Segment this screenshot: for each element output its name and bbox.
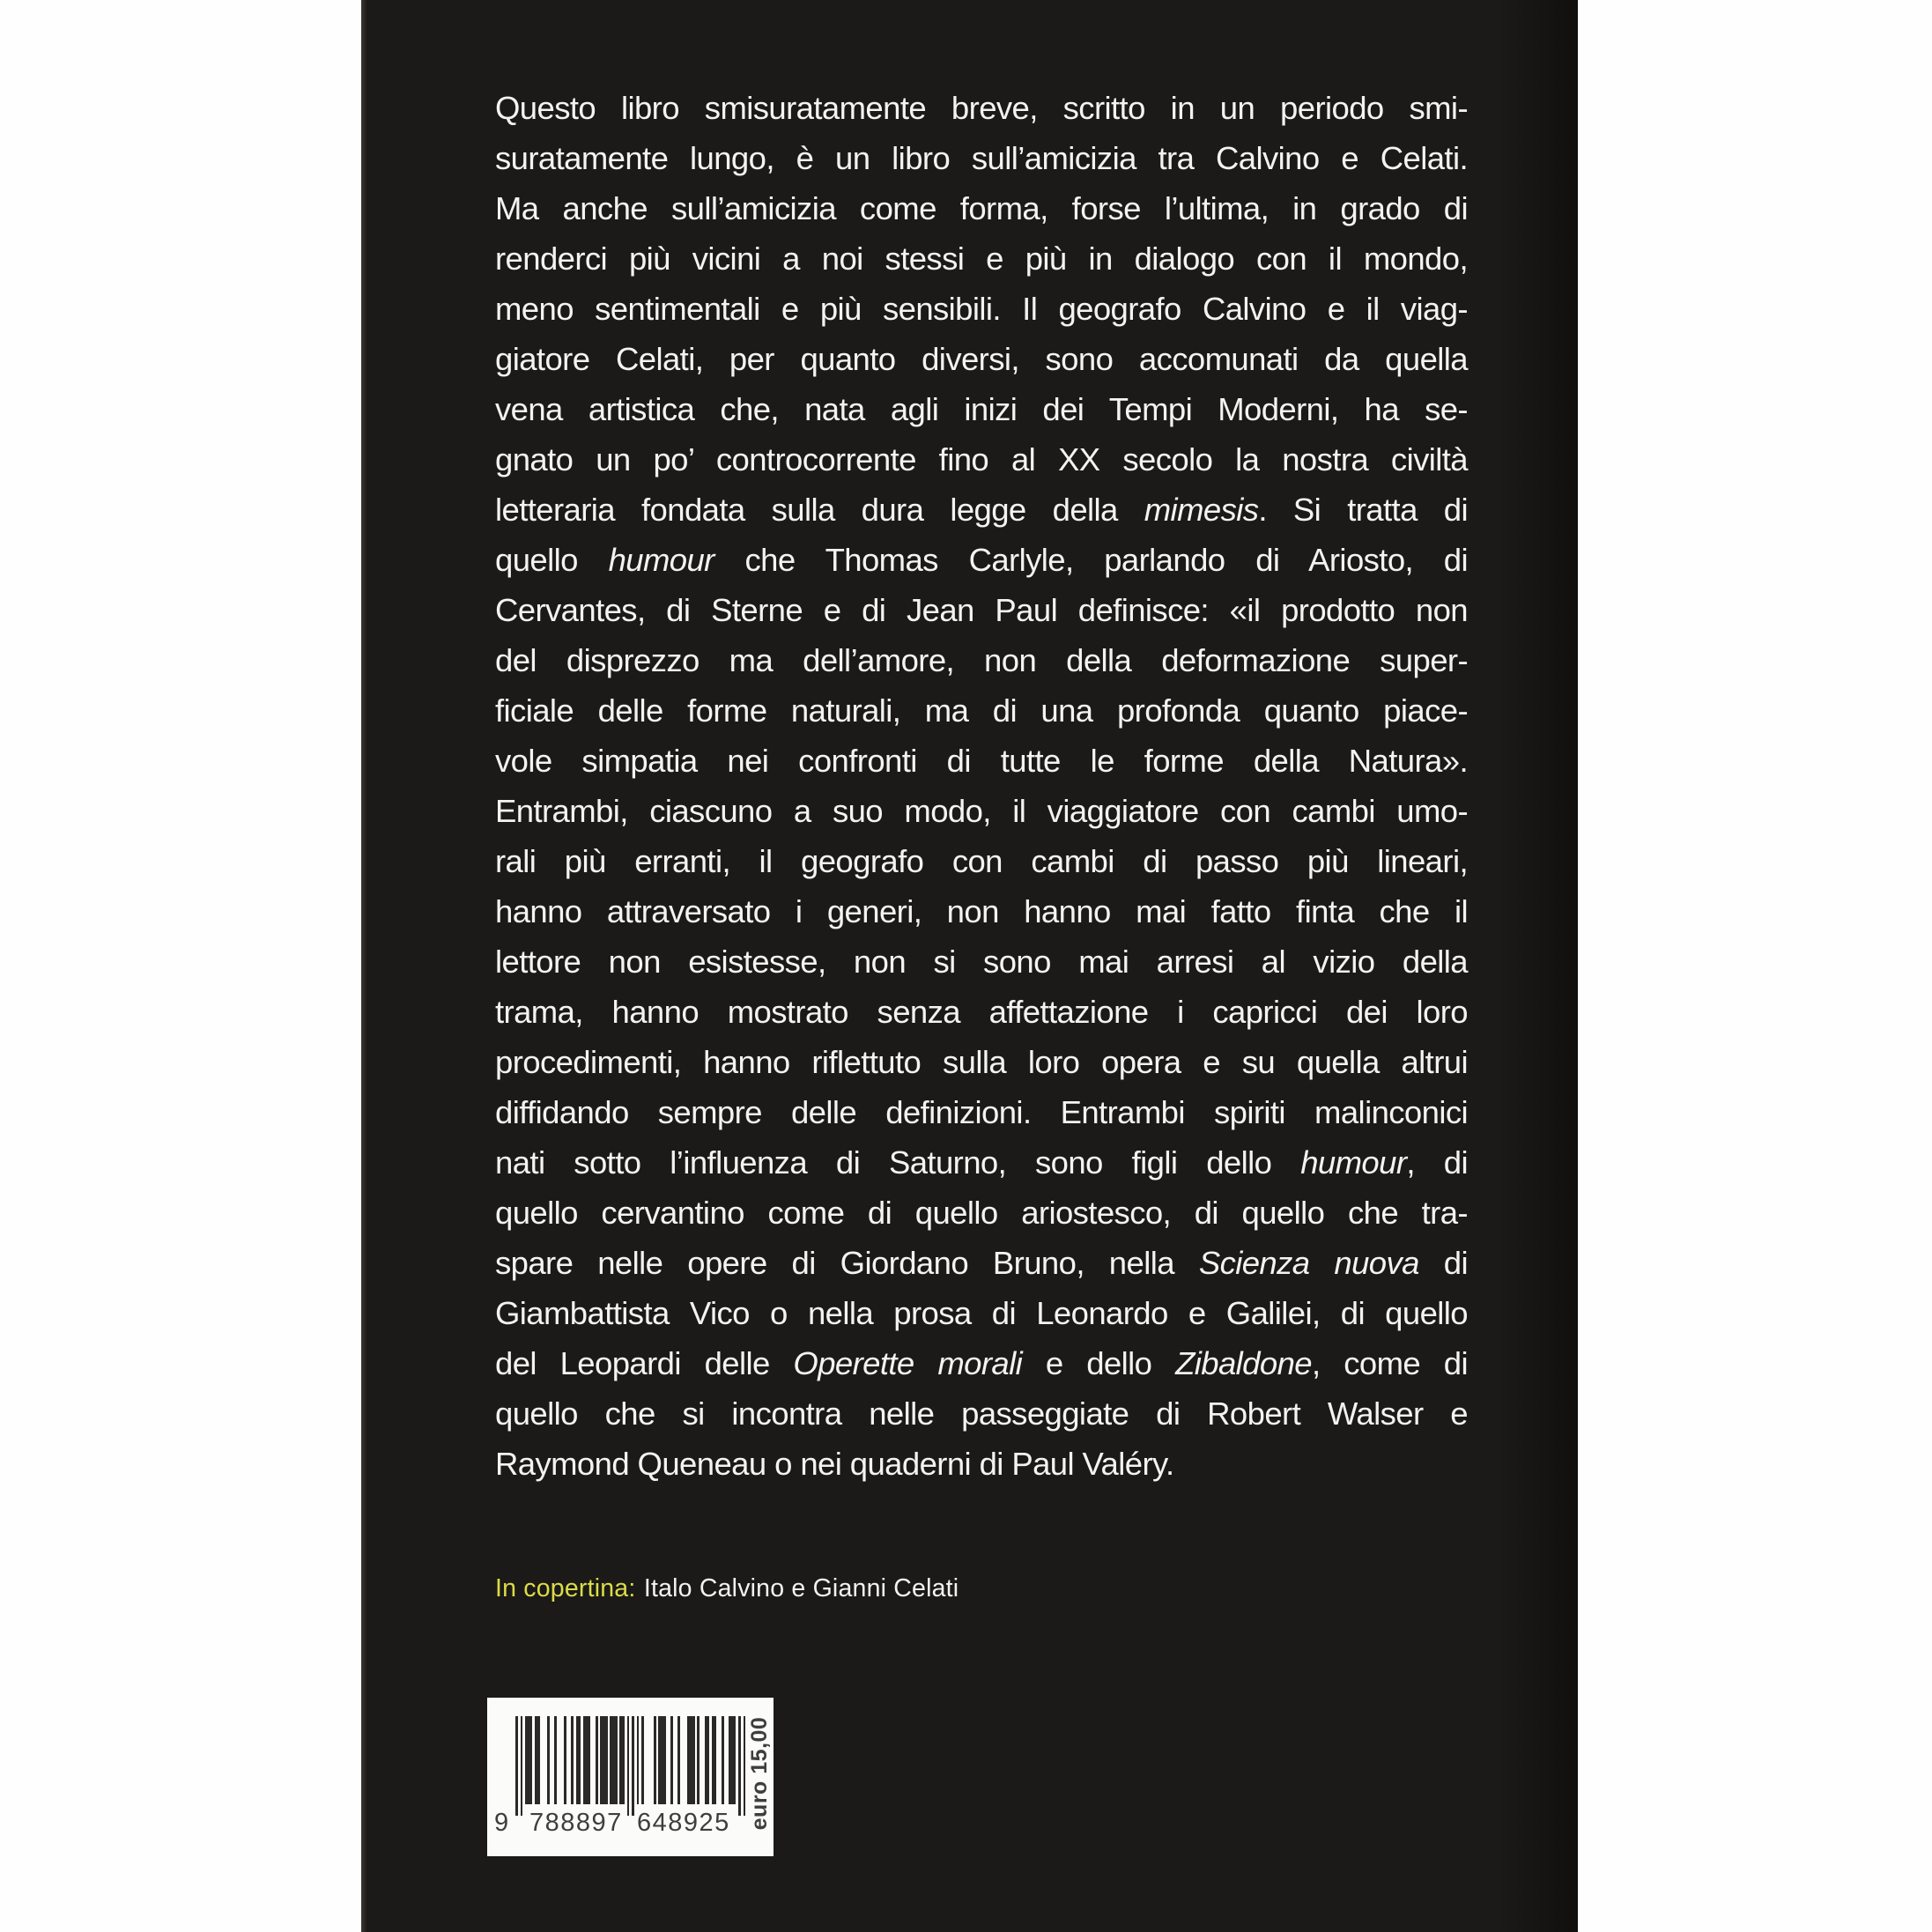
barcode-digits — [487, 1809, 774, 1844]
cover-credit-line — [495, 1573, 959, 1603]
ean-barcode — [515, 1716, 745, 1816]
blurb-line: suratamente lungo, è un libro sull’amicizia tra Calvino e Celati. — [495, 140, 1468, 176]
cover-left-edge-highlight — [361, 0, 367, 1932]
blurb-line: Ma anche sull’amicizia come forma, forse l’ultima, in grado di — [495, 190, 1468, 226]
blurb-line: ficiale delle forme naturali, ma di una profonda quanto piace- — [495, 692, 1468, 729]
blurb-line: del Leopardi delle Operette morali e dello Zibaldone, come di — [495, 1345, 1468, 1381]
blurb-line: renderci più vicini a noi stessi e più in dialogo con il mondo, — [495, 241, 1468, 277]
blurb-line: vole simpatia nei confronti di tutte le forme della Natura». — [495, 743, 1468, 779]
blurb-line: del disprezzo ma dell’amore, non della deformazione super- — [495, 642, 1468, 678]
barcode-digit-group-2: 648925 — [637, 1809, 730, 1837]
blurb-line: meno sentimentali e più sensibili. Il geografo Calvino e il viag- — [495, 291, 1468, 327]
blurb-line: Giambattista Vico o nella prosa di Leonardo e Galilei, di quello — [495, 1295, 1468, 1331]
blurb-text — [495, 83, 1468, 1489]
blurb-line: quello cervantino come di quello ariostesco, di quello che tra- — [495, 1195, 1468, 1231]
blurb-line: vena artistica che, nata agli inizi dei Tempi Moderni, ha se- — [495, 391, 1468, 427]
blurb-line: gnato un po’ controcorrente fino al XX secolo la nostra civiltà — [495, 441, 1468, 477]
blurb-line: diffidando sempre delle definizioni. Entrambi spiriti malinconici — [495, 1094, 1468, 1130]
blurb-line: quello che si incontra nelle passeggiate di Robert Walser e — [495, 1395, 1468, 1432]
blurb-line: lettore non esistesse, non si sono mai arresi al vizio della — [495, 944, 1468, 980]
blurb-line: giatore Celati, per quanto diversi, sono accomunati da quella — [495, 341, 1468, 377]
blurb-line: letteraria fondata sulla dura legge della mimesis. Si tratta di — [495, 492, 1468, 528]
book-back-cover — [361, 0, 1578, 1932]
blurb-line: procedimenti, hanno riflettuto sulla loro opera e su quella altrui — [495, 1044, 1468, 1080]
blurb-line: Raymond Queneau o nei quaderni di Paul Valéry. — [495, 1446, 1174, 1482]
blurb-line: Entrambi, ciascuno a suo modo, il viaggiatore con cambi umo- — [495, 793, 1468, 829]
barcode-digit-lead: 9 — [494, 1809, 509, 1837]
blurb-line: quello humour che Thomas Carlyle, parlando di Ariosto, di — [495, 542, 1469, 578]
cover-spine-shadow — [1497, 0, 1578, 1932]
blurb-line: Cervantes, di Sterne e di Jean Paul definisce: «il prodotto non — [495, 592, 1468, 628]
credit-label: In copertina: — [495, 1574, 636, 1603]
blurb-line: hanno attraversato i generi, non hanno mai fatto finta che il — [495, 893, 1468, 929]
barcode-label — [487, 1698, 774, 1856]
blurb-line: nati sotto l’influenza di Saturno, sono figli dello humour, di — [495, 1144, 1469, 1181]
blurb-line: spare nelle opere di Giordano Bruno, nella Scienza nuova di — [495, 1245, 1468, 1281]
blurb-line: Questo libro smisuratamente breve, scritto in un periodo smi- — [495, 90, 1468, 126]
barcode-digit-group-1: 788897 — [529, 1809, 623, 1837]
credit-names: Italo Calvino e Gianni Celati — [643, 1574, 959, 1603]
blurb-line: trama, hanno mostrato senza affettazione i capricci dei loro — [495, 994, 1468, 1030]
price-vertical-label: euro 15,00 — [747, 1716, 772, 1831]
blurb-line: rali più erranti, il geografo con cambi di passo più lineari, — [495, 843, 1468, 879]
